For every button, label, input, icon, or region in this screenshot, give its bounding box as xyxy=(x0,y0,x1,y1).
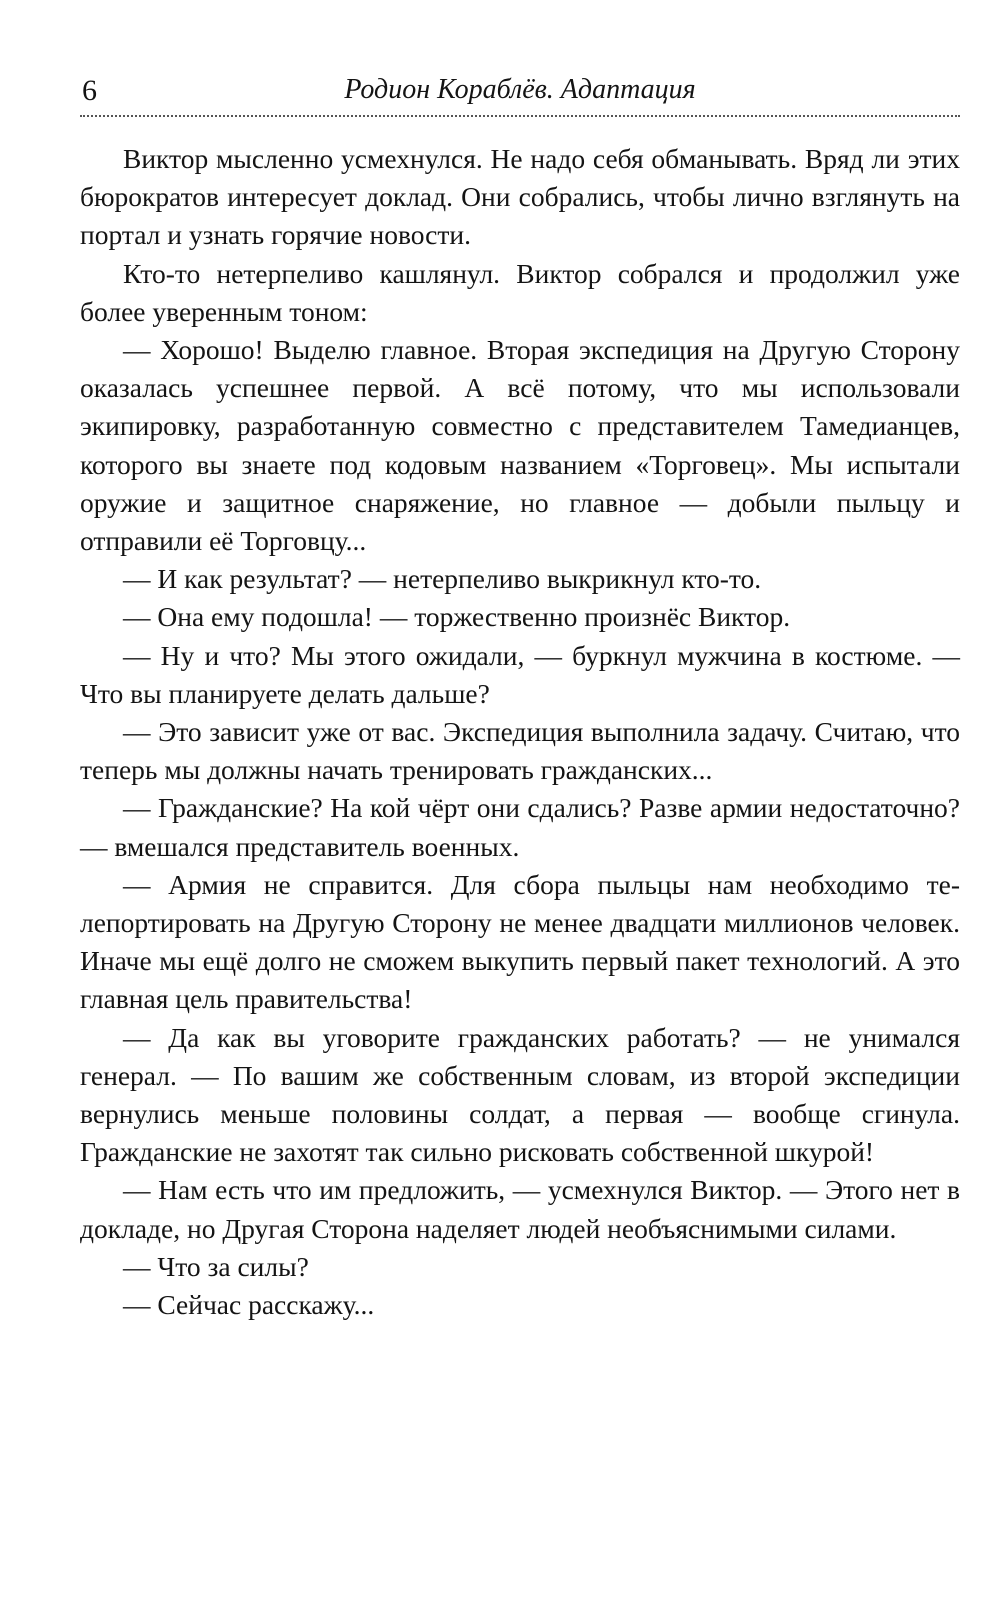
running-title: Родион Кораблёв. Адаптация xyxy=(344,74,696,105)
paragraph: — Да как вы уговорите гражданских работать? — не унимался генерал. — По вашим же собственным словам, из второй экспедиции вернулись меньше половины солдат, а первая — вообще сгинула. Гражданские не захотят так сильно рисковать собственной шкурой! xyxy=(80,1021,960,1168)
paragraph: — Она ему подошла! — торжественно произнёс Виктор. xyxy=(123,601,791,633)
running-head xyxy=(80,68,960,114)
paragraph: — Это зависит уже от вас. Экспедиция выполнила задачу. Считаю, что теперь мы должны начать тренировать гражданских... xyxy=(80,716,960,786)
paragraph: — Нам есть что им предложить, — усмехнулся Виктор. — Этого нет в докладе, но Другая Сторона наделяет людей необъяснимыми силами. xyxy=(80,1174,960,1244)
body-text xyxy=(80,140,960,1324)
header-divider xyxy=(80,115,960,117)
paragraph: — Гражданские? На кой чёрт они сдались? Разве армии недостаточно? — вмешался представитель военных. xyxy=(80,792,960,862)
paragraph: — И как результат? — нетерпеливо выкрикнул кто-то. xyxy=(123,563,762,595)
paragraph: — Что за силы? xyxy=(123,1250,309,1282)
page-number: 6 xyxy=(82,74,97,107)
paragraph: — Армия не справится. Для сбора пыльцы нам необходимо телепортировать на Другую Сторону не менее двадцати миллионов человек. Иначе мы ещё долго не сможем выкупить первый пакет технологий. А это главная цель правительства! xyxy=(80,868,960,1015)
paragraph: — Хорошо! Выделю главное. Вторая экспедиция на Другую Сторону оказалась успешнее первой. А всё потому, что мы использовали экипировку, разработанную совместно с представителем Тамедианцев, которого вы знаете под кодовым названием «Торговец». Мы испытали оружие и защитное снаряжение, но главное — добыли пыльцу и отправили её Торговцу... xyxy=(80,334,960,557)
paragraph: Кто-то нетерпеливо кашлянул. Виктор собрался и продолжил уже более уверенным тоном: xyxy=(80,257,960,327)
paragraph: — Сейчас расскажу... xyxy=(123,1289,375,1321)
paragraph: — Ну и что? Мы этого ожидали, — буркнул мужчина в костюме. — Что вы планируете делать дальше? xyxy=(80,639,960,709)
paragraph: Виктор мысленно усмехнулся. Не надо себя обманывать. Вряд ли этих бюрократов интересует доклад. Они собрались, чтобы лично взглянуть на портал и узнать горячие новости. xyxy=(80,143,960,251)
